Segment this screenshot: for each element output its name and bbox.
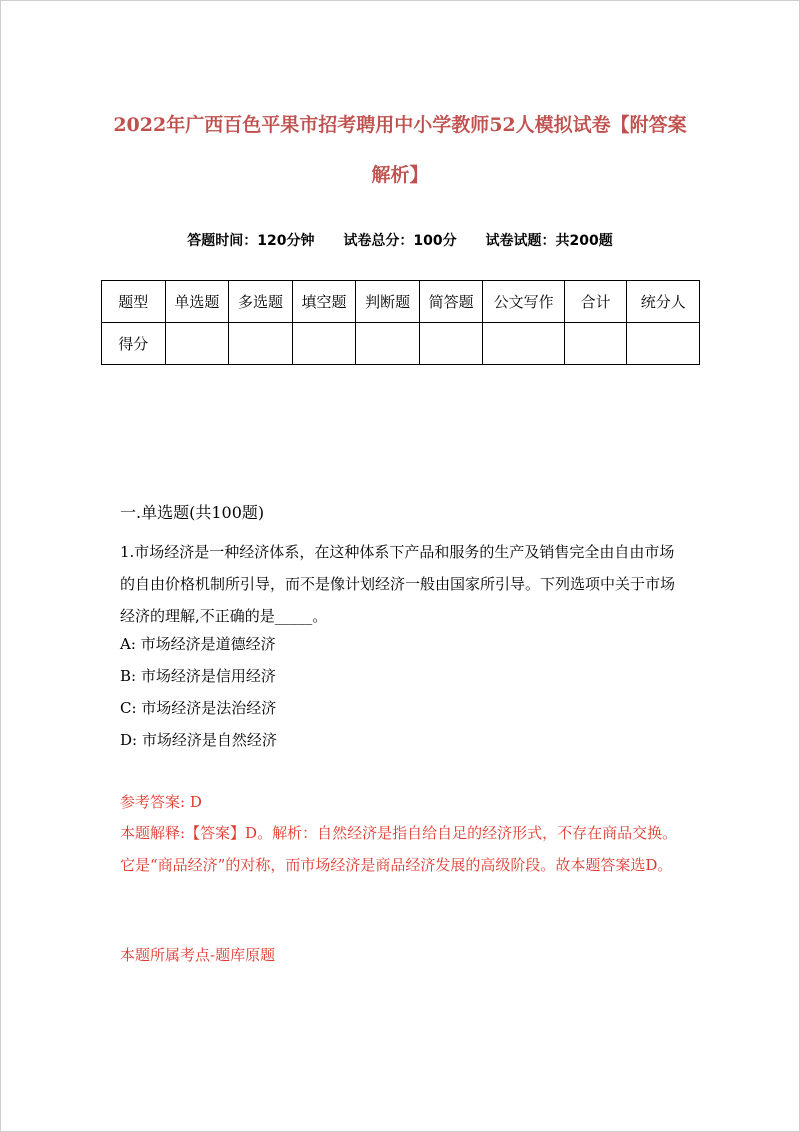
exam-time: 答题时间：120分钟 xyxy=(187,233,315,249)
score-table-header-row xyxy=(102,281,700,323)
answer-explanation: 本题解释:【答案】D。解析：自然经济是指自给自足的经济形式，不存在商品交换。它是“商品经济”的对称，而市场经济是商品经济发展的高级阶段。故本题答案选D。 xyxy=(120,824,678,874)
header-cell: 统分人 xyxy=(627,281,700,323)
header-cell: 合计 xyxy=(564,281,627,323)
score-cell[interactable] xyxy=(483,323,564,365)
header-cell: 公文写作 xyxy=(483,281,564,323)
header-cell: 题型 xyxy=(102,281,166,323)
option-c: C: 市场经济是法治经济 xyxy=(120,699,277,717)
score-cell[interactable] xyxy=(356,323,420,365)
score-cell[interactable] xyxy=(165,323,229,365)
score-row-label: 得分 xyxy=(102,323,166,365)
section-title: 一.单选题(共100题) xyxy=(120,503,265,522)
reference-answer: 参考答案: D xyxy=(120,793,202,811)
score-cell[interactable] xyxy=(564,323,627,365)
score-table xyxy=(101,280,700,365)
score-cell[interactable] xyxy=(627,323,700,365)
question-source: 本题所属考点-题库原题 xyxy=(120,946,276,964)
exam-meta xyxy=(0,230,800,250)
header-cell: 单选题 xyxy=(165,281,229,323)
option-a: A: 市场经济是道德经济 xyxy=(120,635,276,653)
option-b: B: 市场经济是信用经济 xyxy=(120,667,276,685)
header-cell: 判断题 xyxy=(356,281,420,323)
header-cell: 填空题 xyxy=(292,281,356,323)
question-text: 1.市场经济是一种经济体系，在这种体系下产品和服务的生产及销售完全由自由市场的自由价格机制所引导，而不是像计划经济一般由国家所引导。下列选项中关于市场经济的理解,不正确的是_____。 xyxy=(120,543,676,625)
score-table-score-row xyxy=(102,323,700,365)
exam-title: 2022年广西百色平果市招考聘用中小学教师52人模拟试卷【附答案解析】 xyxy=(113,114,687,186)
option-d: D: 市场经济是自然经济 xyxy=(120,731,277,749)
header-cell: 多选题 xyxy=(229,281,293,323)
header-cell: 简答题 xyxy=(419,281,483,323)
score-cell[interactable] xyxy=(292,323,356,365)
score-cell[interactable] xyxy=(229,323,293,365)
exam-total-score: 试卷总分：100分 xyxy=(343,233,457,249)
score-cell[interactable] xyxy=(419,323,483,365)
exam-question-count: 试卷试题：共200题 xyxy=(485,233,613,249)
